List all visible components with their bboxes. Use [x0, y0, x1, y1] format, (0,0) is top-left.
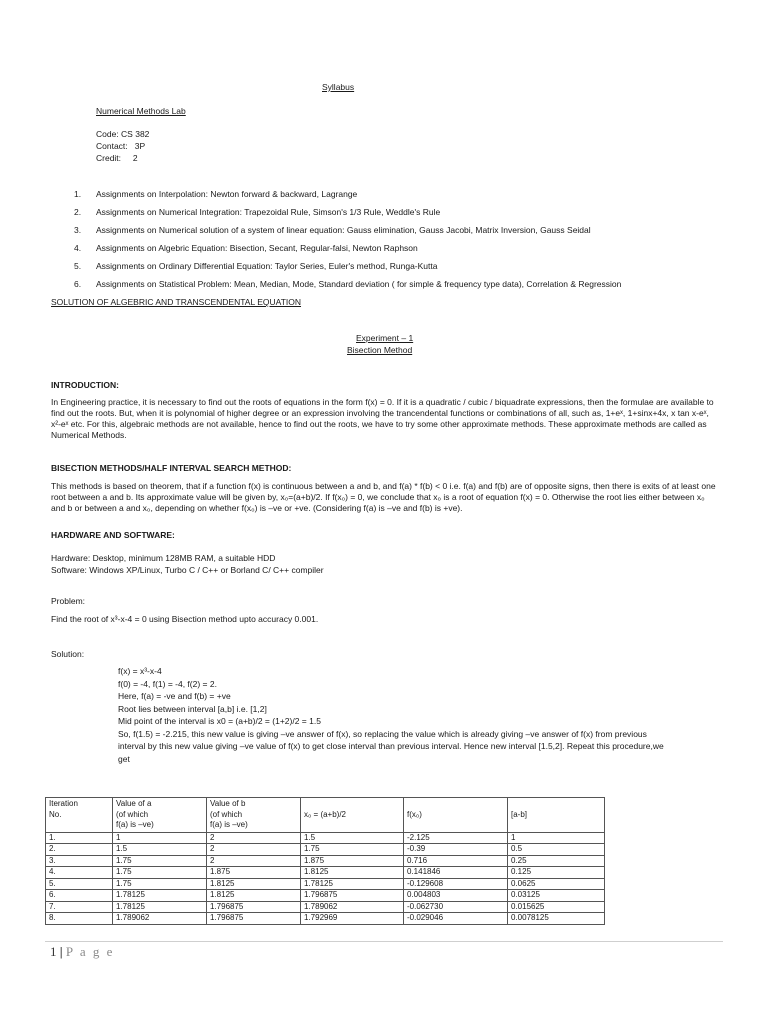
table-cell: 0.0078125: [508, 913, 605, 925]
table-cell: 1.789062: [113, 913, 207, 925]
experiment-subtitle: Bisection Method: [347, 345, 413, 355]
page-separator: |: [59, 944, 63, 959]
table-header-cell: [a-b]: [508, 798, 605, 833]
table-cell: 2: [207, 855, 301, 867]
table-cell: 1.789062: [301, 901, 404, 913]
table-cell: 1: [113, 832, 207, 844]
table-cell: -0.062730: [404, 901, 508, 913]
table-row: [46, 844, 605, 856]
table-row: [46, 901, 605, 913]
solution-line: get: [118, 753, 130, 764]
solution-line: Mid point of the interval is x0 = (a+b)/2 = (1+2)/2 = 1.5: [118, 716, 321, 726]
table-cell: 1.78125: [301, 878, 404, 890]
table-cell: 0.015625: [508, 901, 605, 913]
list-item: Assignments on Statistical Problem: Mean, Median, Mode, Standard deviation ( for simple & frequency type data), Correlation & Regression: [96, 279, 622, 289]
table-header-cell: x₀ = (a+b)/2: [301, 798, 404, 833]
table-cell: 1.5: [301, 832, 404, 844]
table-row: [46, 878, 605, 890]
solution-line: f(0) = -4, f(1) = -4, f(2) = 2.: [118, 678, 217, 689]
table-row: [46, 913, 605, 925]
table-cell: 4.: [46, 867, 113, 879]
table-header-cell: Value of a (of which f(a) is –ve): [113, 798, 207, 833]
table-cell: 7.: [46, 901, 113, 913]
table-cell: 1.78125: [113, 890, 207, 902]
section-heading: SOLUTION OF ALGEBRIC AND TRANSCENDENTAL EQUATION: [51, 297, 302, 307]
list-item-number: 1.: [74, 189, 82, 199]
table-cell: 6.: [46, 890, 113, 902]
solution-line: Root lies between interval [a,b] i.e. [1,2]: [118, 703, 267, 714]
course-contact: Contact: 3P: [96, 141, 146, 151]
table-cell: 1.8125: [207, 878, 301, 890]
solution-line: interval by this new value giving –ve value of f(x) to get close interval than previous interval. Hence new interval [1.5,2]. Repeat this procedure,we: [118, 741, 664, 751]
list-item-number: 5.: [74, 261, 82, 271]
table-cell: -0.129608: [404, 878, 508, 890]
table-cell: -0.029046: [404, 913, 508, 925]
table-header-row: [46, 798, 605, 833]
table-cell: 1.8125: [207, 890, 301, 902]
intro-heading: INTRODUCTION:: [51, 380, 119, 390]
intro-paragraph: In Engineering practice, it is necessary to find out the roots of equations in the form f(x) = 0. If it is a quadratic / cubic / biquadrate expressions, then the formulae are available to find out the roots. But, when it is polynomial of higher degree or an expression involving the trancendental functions or combinations of all, such as, 1+eˣ, 1+sinx+4x, x tan x-eˣ, x²-eˣ etc. For this, algebraic methods are not available, hence to find out the roots, we have to try some other approximate methods. These approximate methods are called as Numerical Methods.: [51, 397, 714, 441]
course-credit: Credit: 2: [96, 153, 138, 163]
bisection-paragraph: This methods is based on theorem, that if a function f(x) is continuous between a and b, and f(a) * f(b) < 0 i.e. f(a) and f(b) are of opposite signs, then there is exits of at least one root between a and b. Its approximate value will be given by, x₀=(a+b)/2. If f(x₀) = 0, we conclude that x₀ is a root of equation f(x) = 0. Otherwise the root lies either between x₀ and b or between a and x₀, depending on whether f(x₀) is –ve or +ve. (Considering f(a) is –ve and f(b) is +ve).: [51, 481, 716, 514]
table-header-cell: Iteration No.: [46, 798, 113, 833]
course-code: Code: CS 382: [96, 129, 150, 139]
table-cell: 2.: [46, 844, 113, 856]
table-cell: 1.: [46, 832, 113, 844]
table-cell: 1.796875: [207, 901, 301, 913]
table-cell: 1.75: [113, 867, 207, 879]
iteration-table: [45, 797, 605, 925]
list-item: Assignments on Ordinary Differential Equation: Taylor Series, Euler's method, Runga-Kutta: [96, 261, 438, 271]
problem-text: Find the root of x³-x-4 = 0 using Bisection method upto accuracy 0.001.: [51, 614, 319, 624]
table-cell: 0.141846: [404, 867, 508, 879]
list-item: Assignments on Interpolation: Newton forward & backward, Lagrange: [96, 189, 358, 199]
table-row: [46, 867, 605, 879]
table-cell: 3.: [46, 855, 113, 867]
table-cell: 0.004803: [404, 890, 508, 902]
table-cell: 5.: [46, 878, 113, 890]
problem-heading: Problem:: [51, 596, 86, 606]
solution-line: f(x) = x³-x-4: [118, 666, 162, 676]
list-item-number: 4.: [74, 243, 82, 253]
list-item: Assignments on Numerical solution of a system of linear equation: Gauss elimination, Gauss Jacobi, Matrix Inversion, Gauss Seidal: [96, 225, 591, 235]
table-cell: 1: [508, 832, 605, 844]
table-row: [46, 890, 605, 902]
page-label: P a g e: [65, 944, 115, 959]
table-header-cell: Value of b (of which f(a) is –ve): [207, 798, 301, 833]
experiment-title: Experiment – 1: [356, 333, 414, 343]
list-item-number: 6.: [74, 279, 82, 289]
table-cell: 1.75: [301, 844, 404, 856]
table-cell: 0.0625: [508, 878, 605, 890]
solution-line: Here, f(a) = -ve and f(b) = +ve: [118, 691, 231, 701]
course-title: Numerical Methods Lab: [96, 106, 186, 116]
page-footer: [50, 944, 114, 961]
table-cell: 0.716: [404, 855, 508, 867]
table-cell: 0.25: [508, 855, 605, 867]
table-cell: 0.125: [508, 867, 605, 879]
table-row: [46, 855, 605, 867]
table-row: [46, 832, 605, 844]
footer-divider: [45, 941, 723, 942]
table-cell: 2: [207, 844, 301, 856]
software-line: Software: Windows XP/Linux, Turbo C / C++ or Borland C/ C++ compiler: [51, 565, 324, 575]
table-cell: 1.5: [113, 844, 207, 856]
table-cell: 2: [207, 832, 301, 844]
table-cell: -0.39: [404, 844, 508, 856]
syllabus-title: Syllabus: [322, 82, 355, 92]
hardware-heading: HARDWARE AND SOFTWARE:: [51, 530, 175, 540]
table-cell: 1.8125: [301, 867, 404, 879]
page-number: 1: [50, 944, 57, 959]
table-cell: 0.5: [508, 844, 605, 856]
solution-line: So, f(1.5) = -2.215, this new value is giving –ve answer of f(x), so replacing the value which is already giving –ve answer of f(x) from previous: [118, 728, 647, 739]
table-cell: 0.03125: [508, 890, 605, 902]
table-cell: 1.796875: [301, 890, 404, 902]
list-item-number: 3.: [74, 225, 82, 235]
table-cell: 8.: [46, 913, 113, 925]
table-cell: 1.75: [113, 878, 207, 890]
table-cell: -2.125: [404, 832, 508, 844]
bisection-heading: BISECTION METHODS/HALF INTERVAL SEARCH METHOD:: [51, 463, 292, 473]
table-header-cell: f(x₀): [404, 798, 508, 833]
table-cell: 1.75: [113, 855, 207, 867]
table-cell: 1.875: [301, 855, 404, 867]
list-item: Assignments on Numerical Integration: Trapezoidal Rule, Simson's 1/3 Rule, Weddle's Rule: [96, 207, 441, 217]
table-cell: 1.78125: [113, 901, 207, 913]
table-cell: 1.875: [207, 867, 301, 879]
list-item-number: 2.: [74, 207, 82, 217]
list-item: Assignments on Algebric Equation: Bisection, Secant, Regular-falsi, Newton Raphson: [96, 243, 418, 253]
solution-heading: Solution:: [51, 649, 85, 659]
table-cell: 1.792969: [301, 913, 404, 925]
table-cell: 1.796875: [207, 913, 301, 925]
solution-steps: [118, 665, 664, 765]
hardware-line: Hardware: Desktop, minimum 128MB RAM, a suitable HDD: [51, 553, 276, 563]
